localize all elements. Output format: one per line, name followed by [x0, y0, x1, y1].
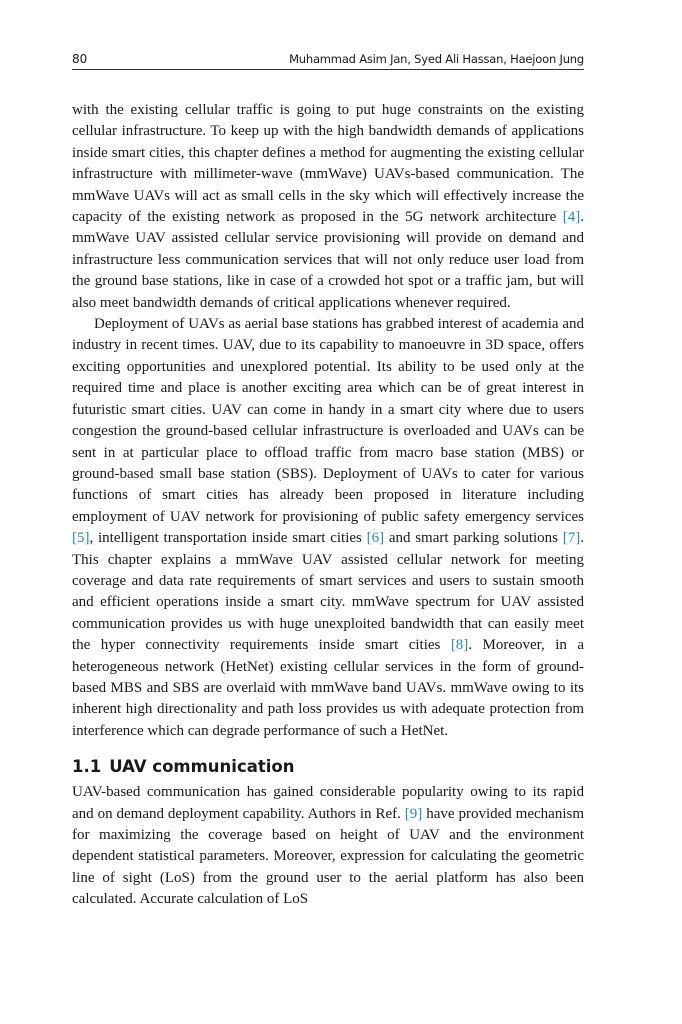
page-number: 80	[72, 52, 88, 66]
paragraph-3-text-1: UAV-based communication has gained considerable popularity owing to its rapid and on demand deployment capability. Authors in Ref.	[72, 784, 584, 822]
citation-link-5[interactable]: [5]	[72, 530, 90, 547]
section-number: 1.1	[72, 757, 102, 777]
citation-link-4[interactable]: [4]	[562, 209, 581, 226]
paragraph-2-text-3: and smart parking solutions	[384, 530, 563, 547]
running-head-authors: Muhammad Asim Jan, Syed Ali Hassan, Haejoon Jung	[289, 52, 584, 66]
paragraph-1	[72, 100, 584, 314]
paragraph-2-text-4: . This chapter explains a mmWave UAV assisted cellular network for meeting coverage and data rate requirements of smart services and users to sustain smooth and efficient operations inside a smart city. mmWave spectrum for UAV assisted communication provides us with huge unexploited bandwidth that can easily meet the hyper connectivity requirements inside smart cities	[72, 530, 584, 654]
paragraph-3	[72, 782, 584, 910]
section-heading	[72, 756, 584, 778]
paragraph-2-text-1: Deployment of UAVs as aerial base stations has grabbed interest of academia and industry in recent times. UAV, due to its capability to manoeuvre in 3D space, offers exciting opportunities and unexplored potential. Its ability to be used only at the required time and place is another exciting area which can be of great interest in futuristic smart cities. UAV can come in handy in a smart city where due to users congestion the ground-based cellular infrastructure is overloaded and UAVs can be sent in at particular place to offload traffic from macro base station (MBS) or ground-based small base station (SBS). Deployment of UAVs to cater for various functions of smart cities has already been proposed in literature including employment of UAV network for provisioning of public safety emergency services	[72, 316, 584, 525]
body-text	[72, 100, 584, 911]
citation-link-9[interactable]: [9]	[404, 805, 423, 822]
book-page	[72, 52, 584, 911]
paragraph-2-text-5: . Moreover, in a heterogeneous network (HetNet) existing cellular services in the form of ground-based MBS and SBS are overlaid with mmWave band UAVs. mmWave owing to its inherent high directionality and path loss provides us with adequate protection from interference which can degrade performance of such a HetNet.	[72, 637, 584, 739]
citation-link-6[interactable]: [6]	[366, 530, 385, 547]
paragraph-1-text-1: with the existing cellular traffic is going to put huge constraints on the existing cellular infrastructure. To keep up with the high bandwidth demands of applications inside smart cities, this chapter defines a method for augmenting the existing cellular infrastructure with millimeter-wave (mmWave) UAVs-based communication. The mmWave UAVs will act as small cells in the sky which will effectively increase the capacity of the existing network as proposed in the 5G network architecture	[72, 102, 584, 226]
citation-link-8[interactable]: [8]	[450, 637, 469, 654]
paragraph-2	[72, 314, 584, 742]
paragraph-2-text-2: , intelligent transportation inside smart cities	[89, 530, 367, 547]
section-title: UAV communication	[109, 757, 295, 777]
running-header	[72, 52, 584, 70]
citation-link-7[interactable]: [7]	[562, 530, 581, 547]
paragraph-3-text-2: have provided mechanism for maximizing the coverage based on height of UAV and the environment dependent statistical parameters. Moreover, expression for calculating the geometric line of sight (LoS) from the ground user to the aerial platform has also been calculated. Accurate calculation of LoS	[72, 805, 584, 908]
paragraph-1-text-2: . mmWave UAV assisted cellular service provisioning will provide on demand and infrastructure less communication services that will not only reduce user load from the ground base stations, like in case of a crowded hot spot or a traffic jam, but will also meet bandwidth demands of critical applications whenever required.	[72, 209, 584, 311]
